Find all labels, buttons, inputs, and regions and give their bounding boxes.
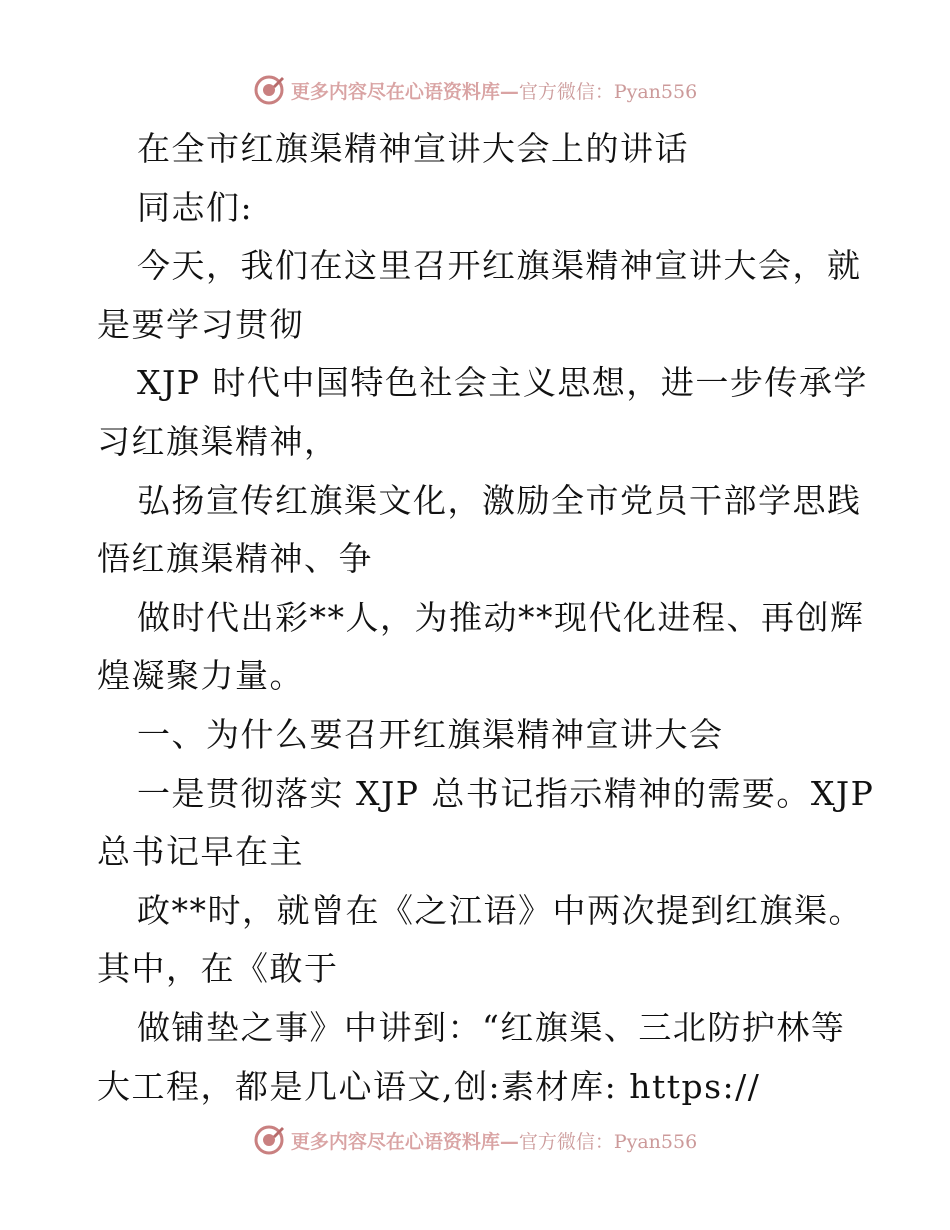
paragraph-line: 政**时，就曾在《之江语》中两次提到红旗渠。 <box>137 890 863 930</box>
watermark-text: 更多内容尽在心语资料库—官方微信：Pyan556 <box>290 1130 698 1153</box>
paragraph-line: 悟红旗渠精神、争 <box>97 539 373 579</box>
paragraph-line: 煌凝聚力量。 <box>97 656 304 696</box>
paragraph-line: 其中，在《敢于 <box>97 949 339 989</box>
paragraph-line: 今天，我们在这里召开红旗渠精神宣讲大会，就 <box>137 246 862 286</box>
document-body <box>97 120 875 1116</box>
paragraph-line: 弘扬宣传红旗渠文化，激励全市党员干部学思践 <box>137 480 862 520</box>
paragraph-line: XJP 时代中国特色社会主义思想，进一步传承学 <box>137 363 868 403</box>
paragraph-line: 做时代出彩**人，为推动**现代化进程、再创辉 <box>137 597 865 637</box>
seal-pen-icon <box>253 1124 285 1156</box>
paragraph-line: 习红旗渠精神， <box>97 421 339 461</box>
paragraph-line: 大工程，都是几心语文,创:素材库: https:// <box>97 1066 761 1106</box>
seal-pen-icon <box>253 74 285 106</box>
paragraph-line: 做铺垫之事》中讲到：“红旗渠、三北防护林等 <box>137 1007 846 1047</box>
watermark-footer <box>0 1120 950 1160</box>
watermark-header <box>0 70 950 110</box>
salutation: 同志们: <box>137 187 254 227</box>
paragraph-line: 一是贯彻落实 XJP 总书记指示精神的需要。XJP <box>137 773 875 813</box>
paragraph-line: 是要学习贯彻 <box>97 304 304 344</box>
section-heading: 一、为什么要召开红旗渠精神宣讲大会 <box>137 714 724 754</box>
document-title: 在全市红旗渠精神宣讲大会上的讲话 <box>137 129 689 168</box>
paragraph-line: 总书记早在主 <box>97 832 304 872</box>
watermark-text: 更多内容尽在心语资料库—官方微信：Pyan556 <box>290 80 698 103</box>
